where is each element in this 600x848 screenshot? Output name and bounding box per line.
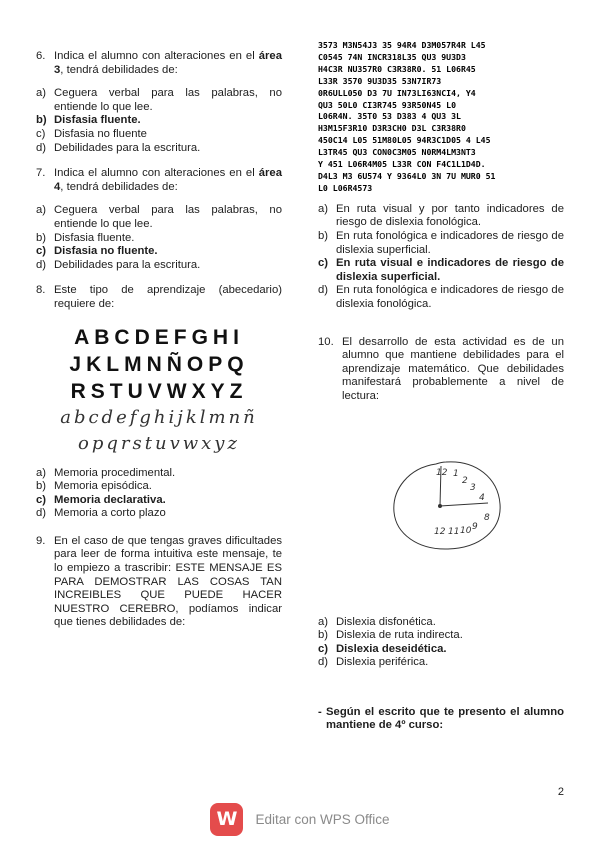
question-7	[36, 167, 282, 272]
alphabet-lower-row: abcdefghijklmnñ	[60, 406, 258, 428]
option-text: En ruta visual e indicadores de riesgo de dislexia superficial.	[336, 257, 564, 283]
coded-line: L06R4N. 35T0 53 D383 4 QU3 3L	[318, 111, 461, 122]
wps-edit-banner[interactable]	[0, 803, 600, 836]
question-text-bold: área 4	[54, 167, 282, 193]
note	[318, 706, 564, 733]
option-letter: a)	[36, 204, 47, 217]
question-text: En el caso de que tengas graves dificultades para leer de forma intuitiva este mensaje, te lo empiezo a trascribir: ESTE MENSAJE ES PARA DEMOSTRAR LAS COSAS TAN INCREIBLES QUE PUEDE HACER NUESTRO CEREBRO, podíamos indicar que tienes debilidades de:	[54, 534, 282, 629]
coded-line: 3573 M3N54J3 35 94R4 D3M057R4R L45	[318, 40, 486, 50]
option-letter: a)	[36, 87, 47, 100]
option-letter: b)	[36, 114, 47, 127]
option-b	[318, 230, 564, 257]
question-text: El desarrollo de esta actividad es de un alumno que mantiene debilidades para el aprendizaje matemático. Que debilidades manifestará probablemente a nivel de lectura:	[342, 335, 564, 402]
clock-center	[438, 504, 442, 508]
option-text: En ruta visual y por tanto indicadores de riesgo de dislexia fonológica.	[336, 202, 564, 229]
option-text: Memoria episódica.	[54, 480, 152, 493]
alphabet-lower-row: opqrstuvwxyz	[78, 432, 240, 454]
question-number: 6.	[36, 50, 46, 62]
option-letter: c)	[36, 127, 46, 140]
option-text: Disfasia fluente.	[54, 114, 141, 127]
option-d	[36, 142, 282, 156]
clock-label: 12	[436, 467, 448, 478]
coded-line: L0 L06R4573	[318, 182, 373, 193]
options-list	[36, 87, 282, 155]
wps-edit-link[interactable]: Editar con WPS Office	[255, 811, 390, 827]
question-text-bold: área 3	[54, 50, 282, 76]
option-text: Memoria declarativa.	[54, 493, 166, 506]
option-text: Debilidades para la escritura.	[54, 141, 201, 154]
question-10	[318, 336, 564, 670]
question-text-post: , tendrá debilidades de:	[60, 63, 178, 76]
option-text: En ruta fonológica e indicadores de riesgo de dislexia fonológica.	[336, 284, 564, 310]
note-dash: -	[318, 705, 322, 718]
option-b	[36, 480, 282, 494]
option-text: Dislexia periférica.	[336, 656, 429, 669]
option-d	[318, 284, 564, 311]
option-letter: c)	[36, 245, 47, 258]
option-letter: d)	[318, 656, 329, 669]
options-list	[36, 467, 282, 521]
clock-label: 8	[484, 512, 490, 523]
question-number: 8.	[36, 284, 46, 297]
option-text: Disfasia no fluente.	[54, 245, 158, 258]
option-text: Dislexia disfonética.	[336, 615, 436, 628]
option-letter: c)	[318, 642, 329, 655]
clock-hand	[440, 503, 488, 506]
question-9-options	[318, 203, 564, 312]
question-text: Este tipo de aprendizaje (abecedario) requiere de:	[54, 284, 282, 310]
option-a	[318, 616, 564, 630]
option-d	[36, 507, 282, 521]
coded-line: 450C14 L05 51M80L05 94R3C1D05 4 L45	[318, 135, 491, 146]
option-a	[36, 204, 282, 231]
clock-label: 1	[453, 468, 459, 479]
alphabet-upper-row: RSTUVWXYZ	[70, 379, 248, 403]
option-letter: a)	[36, 466, 47, 479]
option-text: Memoria procedimental.	[54, 466, 176, 479]
option-text: Debilidades para la escritura.	[54, 258, 201, 271]
clock-label: 9	[472, 521, 478, 532]
clock-label: 12	[434, 526, 446, 537]
option-a	[36, 467, 282, 481]
option-letter: b)	[36, 480, 47, 493]
option-c	[36, 128, 282, 142]
option-d	[36, 259, 282, 273]
coded-line: L3TR45 QU3 CON0C3M05 N0RM4LM3NT3	[318, 147, 476, 158]
option-letter: b)	[318, 229, 329, 242]
option-b	[36, 232, 282, 246]
question-text-pre: Indica el alumno con alteraciones en el	[54, 167, 259, 180]
option-a	[318, 203, 564, 230]
coded-message	[318, 40, 564, 195]
clock-label: 3	[470, 482, 476, 493]
clock-label: 11	[448, 526, 460, 537]
coded-line: QU3 50L0 CI3R745 93R50N45 L0	[318, 99, 457, 110]
note-text: Según el escrito que te presento el alumno mantiene de 4º curso:	[326, 705, 564, 732]
option-letter: a)	[318, 615, 329, 628]
coded-line: C0545 74N INCR318L35 QU3 9U3D3	[318, 51, 466, 62]
page-number: 2	[557, 786, 564, 798]
option-letter: b)	[318, 629, 329, 642]
option-letter: d)	[318, 284, 329, 297]
question-number: 10.	[318, 335, 334, 348]
coded-line: D4L3 M3 6U574 Y 9364L0 3N 7U MUR0 51	[318, 170, 496, 181]
option-b	[318, 629, 564, 643]
option-c	[36, 245, 282, 259]
question-text	[54, 50, 282, 77]
coded-line: H3M15F3R10 D3R3CH0 D3L C3R38R0	[318, 123, 466, 134]
option-text: Dislexia de ruta indirecta.	[336, 629, 463, 642]
option-text: Disfasia no fluente	[54, 127, 147, 140]
option-b	[36, 114, 282, 128]
option-letter: a)	[318, 202, 329, 215]
question-number: 9.	[36, 534, 46, 547]
coded-line: 0R6ULL050 D3 7U IN73LI63NCI4, Y4	[318, 87, 476, 98]
question-9	[36, 535, 282, 630]
wps-logo-icon[interactable]: W	[210, 803, 243, 836]
option-text: En ruta fonológica e indicadores de riesgo de dislexia superficial.	[336, 229, 564, 256]
option-letter: d)	[36, 507, 47, 520]
option-text: Ceguera verbal para las palabras, no entiende lo que lee.	[54, 204, 282, 230]
option-c	[318, 257, 564, 284]
question-8	[36, 284, 282, 521]
option-c	[318, 643, 564, 657]
option-d	[318, 656, 564, 670]
options-list	[36, 204, 282, 272]
question-number: 7.	[36, 167, 46, 180]
alphabet-upper-row: ABCDEFGHI	[74, 325, 244, 349]
clock-label: 4	[479, 492, 485, 503]
alphabet-upper-row: JKLMNÑOPQ	[69, 352, 249, 376]
coded-line: Y 451 L06R4M05 L33R CON F4C1L1D4D.	[318, 159, 486, 170]
question-text-pre: Indica el alumno con alteraciones en el	[54, 50, 259, 62]
alphabet-figure	[36, 324, 282, 457]
option-text: Ceguera verbal para las palabras, no entiende lo que lee.	[54, 87, 282, 113]
question-text	[54, 167, 282, 194]
right-column	[318, 40, 564, 733]
option-letter: b)	[36, 231, 47, 244]
left-column	[36, 50, 282, 630]
options-list	[318, 616, 564, 670]
question-6	[36, 50, 282, 155]
option-text: Memoria a corto plazo	[54, 507, 166, 520]
hand-drawn-clock	[388, 454, 518, 554]
coded-line: L33R 3570 9U3D35 53N7IR73	[318, 75, 442, 86]
clock-label: 10	[460, 525, 472, 536]
option-text: Dislexia deseidética.	[336, 642, 447, 655]
clock-label: 2	[462, 475, 468, 486]
option-letter: c)	[36, 493, 47, 506]
option-letter: d)	[36, 141, 47, 154]
coded-line: H4C3R NU357R0 C3R38R0. 51 L06R45	[318, 63, 476, 74]
option-letter: d)	[36, 258, 47, 271]
option-letter: c)	[318, 257, 329, 270]
option-a	[36, 87, 282, 114]
option-c	[36, 494, 282, 508]
question-text-post: , tendrá debilidades de:	[60, 180, 178, 193]
option-text: Disfasia fluente.	[54, 231, 135, 244]
